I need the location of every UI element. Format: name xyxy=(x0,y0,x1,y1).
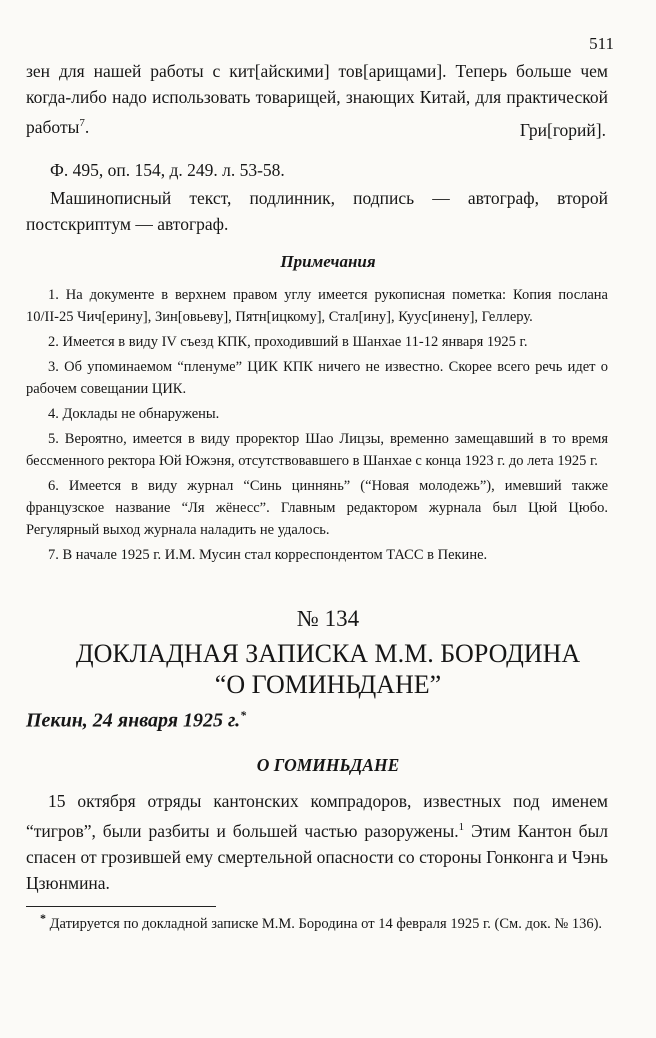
page-number: 511 xyxy=(589,34,614,53)
dateline-text: Пекин, 24 января 1925 г. xyxy=(26,709,241,732)
note-item: 6. Имеется в виду журнал “Синь циннянь” (“Новая молодежь”), имевший также французское название “Ля жёнесс”. Главным редактором журнала был Цюй Цюбо. Регулярный выход журнала наладить не удалось. xyxy=(26,478,608,538)
document-description: Машинописный текст, подлинник, подпись — автограф, второй постскриптум — автограф. xyxy=(26,188,608,234)
footnote xyxy=(26,913,608,936)
document-title-line-1: ДОКЛАДНАЯ ЗАПИСКА М.М. БОРОДИНА xyxy=(75,639,581,668)
section-subheading: О ГОМИНЬДАНЕ xyxy=(256,755,400,775)
note-item: 5. Вероятно, имеется в виду проректор Шао Лицзы, временно замещавший в то время бессменного ректора Юй Южэня, отсутствовавшего в Шанхае с конца 1923 г. до лета 1925 г. xyxy=(26,431,608,469)
footnote-text: Датируется по докладной записке М.М. Бородина от 14 февраля 1925 г. (См. док. № 136). xyxy=(46,916,603,932)
paragraph-text-part-2: Этим Кантон был спасен от грозившей ему смертельной опасности со стороны Гонконга и Чэнь Цзюнмина. xyxy=(26,820,608,893)
document-title xyxy=(0,638,656,700)
note-item: 4. Доклады не обнаружены. xyxy=(48,406,220,422)
paragraph-text-part-1: 15 октября отряды кантонских компрадоров, известных под именем “тигров”, были разбиты и большей частью разоружены. xyxy=(26,791,608,841)
note-reference-1: 1 xyxy=(458,821,465,833)
note-item: 7. В начале 1925 г. И.М. Мусин стал корреспондентом ТАСС в Пекине. xyxy=(48,547,488,563)
note-reference-7: 7 xyxy=(79,117,85,129)
note-item: 3. Об упоминаемом “пленуме” ЦИК КПК ничего не известно. Скорее всего речь идет о рабочем совещании ЦИК. xyxy=(26,359,608,397)
notes-heading: Примечания xyxy=(280,252,376,271)
opening-paragraph xyxy=(26,788,608,896)
letter-closing-text: зен для нашей работы с кит[айскими] тов[арищами]. Теперь больше чем когда-либо надо использовать товарищей, знающих Китай, для практической работы xyxy=(26,61,608,137)
document-number: № 134 xyxy=(296,606,360,631)
note-item: 1. На документе в верхнем правом углу имеется рукописная пометка: Копия послана 10/II-25 Чич[ерину], Зин[овьеву], Пятн[ицкому], Стал[ину], Куус[инену], Геллеру. xyxy=(26,287,608,325)
dateline-footnote-mark: * xyxy=(240,708,247,722)
footnote-divider xyxy=(26,906,216,907)
footnote-mark: * xyxy=(40,911,46,926)
archive-reference: Ф. 495, оп. 154, д. 249. л. 53-58. xyxy=(50,160,285,180)
signature: Гри[горий]. xyxy=(519,120,606,140)
document-title-line-2: “О ГОМИНЬДАНЕ” xyxy=(214,670,442,699)
note-item: 2. Имеется в виду IV съезд КПК, проходивший в Шанхае 11-12 января 1925 г. xyxy=(48,334,528,350)
notes-list xyxy=(26,284,608,569)
dateline xyxy=(26,708,246,733)
closing-period: . xyxy=(84,116,90,137)
